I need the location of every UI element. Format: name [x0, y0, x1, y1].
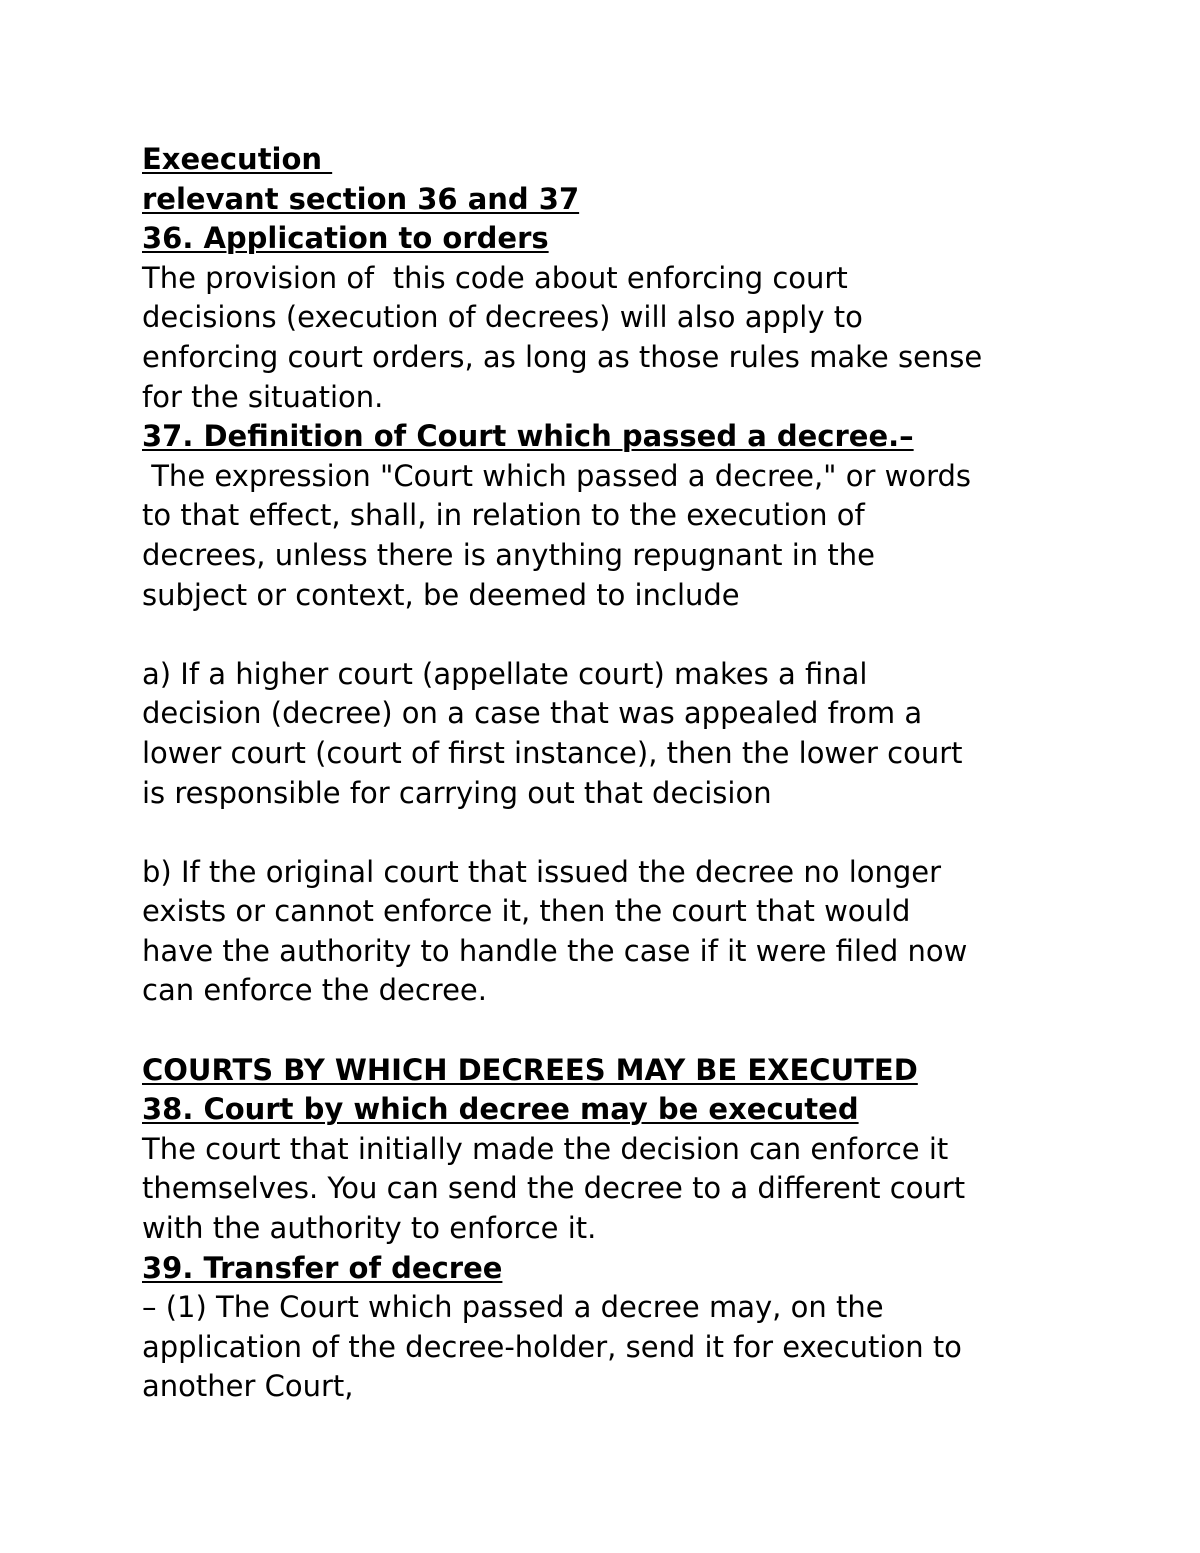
- section-37-line: to that effect, shall, in relation to the execution of: [142, 498, 865, 533]
- section-38-line: with the authority to enforce it.: [142, 1211, 597, 1246]
- section-37-line: decrees, unless there is anything repugnant in the: [142, 537, 875, 572]
- section-39-line: application of the decree-holder, send it for execution to: [142, 1329, 962, 1364]
- section-39-line: another Court,: [142, 1369, 354, 1404]
- clause-b-line: b) If the original court that issued the decree no longer: [142, 854, 942, 889]
- document-subtitle: relevant section 36 and 37: [142, 181, 580, 216]
- courts-heading: COURTS BY WHICH DECREES MAY BE EXECUTED: [142, 1052, 918, 1087]
- document-page: [142, 140, 1082, 1407]
- blank-line: [142, 1011, 1082, 1051]
- clause-a-line: a) If a higher court (appellate court) makes a final: [142, 656, 868, 691]
- clause-a-line: is responsible for carrying out that decision: [142, 775, 772, 810]
- section-36-line: enforcing court orders, as long as those rules make sense: [142, 339, 983, 374]
- section-36-line: decisions (execution of decrees) will also apply to: [142, 300, 863, 335]
- section-37-line: subject or context, be deemed to include: [142, 577, 740, 612]
- section-39-line: – (1) The Court which passed a decree may, on the: [142, 1290, 884, 1325]
- clause-b-line: can enforce the decree.: [142, 973, 487, 1008]
- section-37-heading: 37. Definition of Court which passed a decree.–: [142, 419, 914, 454]
- section-36-line: The provision of this code about enforcing court: [142, 260, 848, 295]
- section-37-line: The expression "Court which passed a decree," or words: [142, 458, 972, 493]
- document-title: Exeecution: [142, 142, 333, 176]
- clause-b-line: exists or cannot enforce it, then the court that would: [142, 894, 911, 929]
- blank-line: [142, 615, 1082, 655]
- blank-line: [142, 813, 1082, 853]
- section-38-line: The court that initially made the decision can enforce it: [142, 1131, 949, 1166]
- section-38-line: themselves. You can send the decree to a different court: [142, 1171, 966, 1206]
- section-39-heading: 39. Transfer of decree: [142, 1250, 503, 1285]
- section-38-heading: 38. Court by which decree may be executed: [142, 1092, 859, 1127]
- section-36-heading: 36. Application to orders: [142, 221, 549, 256]
- clause-b-line: have the authority to handle the case if it were filed now: [142, 933, 968, 968]
- section-36-line: for the situation.: [142, 379, 384, 414]
- clause-a-line: decision (decree) on a case that was appealed from a: [142, 696, 923, 731]
- clause-a-line: lower court (court of first instance), then the lower court: [142, 735, 963, 770]
